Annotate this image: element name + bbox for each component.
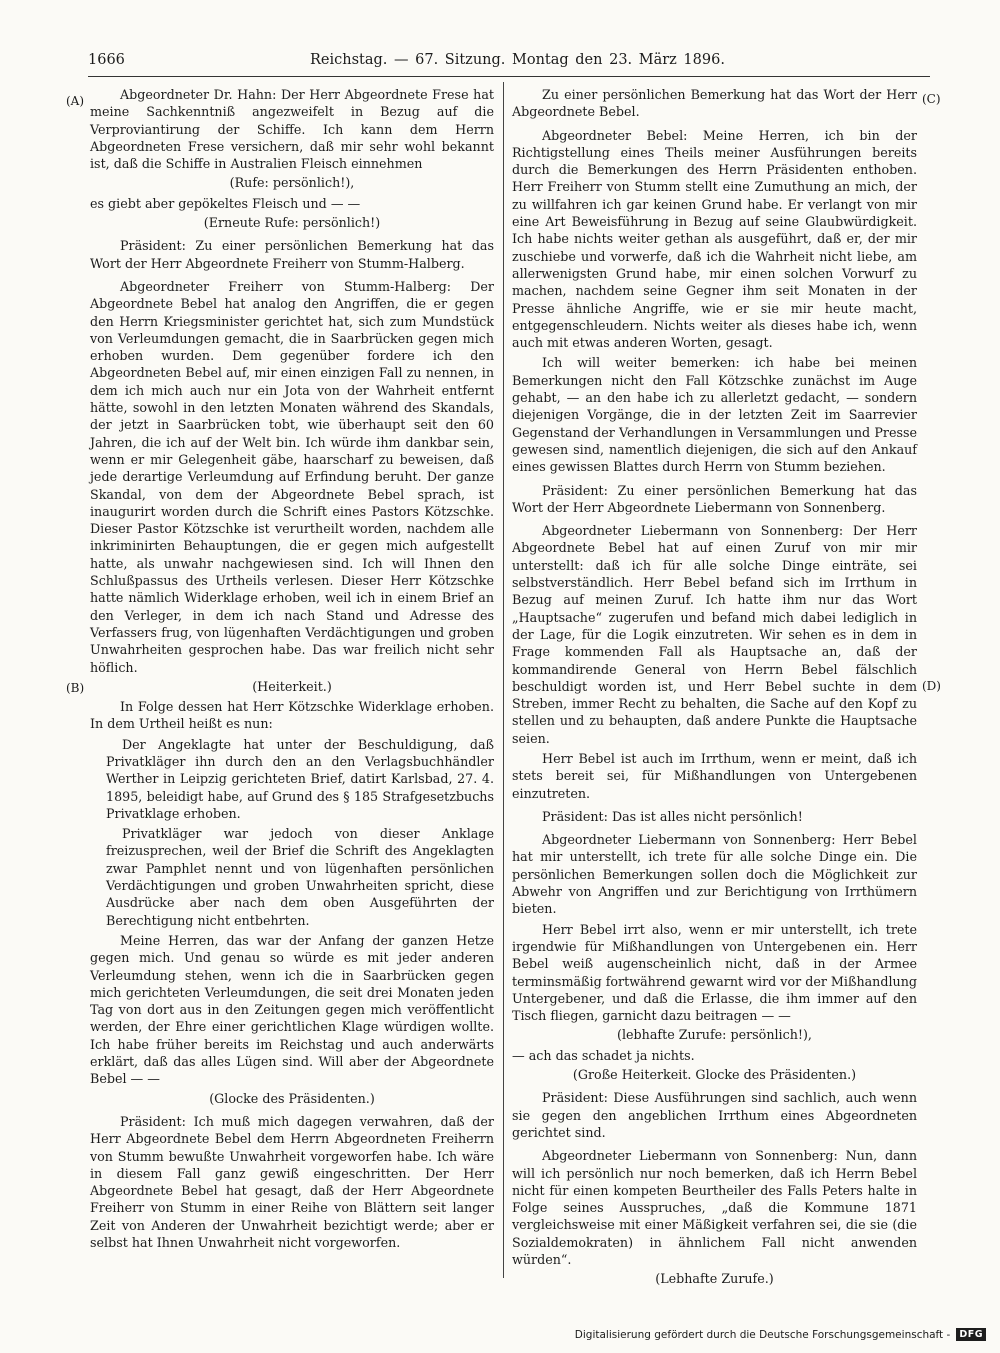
speech-liebermann-continued: Herr Bebel irrt also, wenn er mir unterstellt, ich trete irgendwie für Mißhandlungen von Untergebenen ein. Herr Bebel weiß augenscheinlich nicht, daß in der Armee terminsmäßig fortwährend gewarnt wird vor der Mißhandlung Untergebener, und daß die Erlasse, die ihm immer auf den Tisch fliegen, garnicht dazu beitragen — — — [512, 921, 917, 1024]
quoted-judgment: Privatkläger war jedoch von dieser Anklage freizusprechen, weil der Brief die Schrift des Angeklagten zwar Pamphlet nennt und von lügenhaften persönlichen Verdächtigungen und groben Unwahrheiten spricht, diese Ausdrücke aber nach dem oben Ausgeführten der Berechtigung nicht entbehrten. — [106, 826, 494, 928]
running-title: Reichstag. — 67. Sitzung. Montag den 23. März 1896. — [310, 52, 725, 68]
margin-mark-a: (A) — [66, 94, 85, 108]
speech-president: Präsident: Ich muß mich dagegen verwahren, daß der Herr Abgeordnete Bebel dem Herrn Abgeordneten Freiherrn von Stumm bewußte Unwahrheit vorgeworfen habe. Ich wäre in diesem Fall ganz gewiß eingeschritten. Der Herr Abgeordnete Bebel hat gesagt, daß der Herr Abgeordnete Freiherr von Stumm in einer Reihe von Blättern seit langer Zeit von Anderen der Unwahrheit bezichtigt werde; aber er selbst hat Ihnen Unwahrheit nicht vorgeworfen. — [90, 1113, 494, 1250]
interjection: (Rufe: persönlich!), — [229, 175, 355, 191]
speech-president: Präsident: Diese Ausführungen sind sachlich, auch wenn sie gegen den angeblichen Irrthum eines Abgeordneten gerichtet sind. — [512, 1090, 917, 1140]
speech-president-continued: Zu einer persönlichen Bemerkung hat das Wort der Herr Abgeordnete Bebel. — [512, 87, 917, 120]
dfg-logo: DFG — [956, 1328, 986, 1341]
interjection: (lebhafte Zurufe: persönlich!), — [617, 1027, 812, 1043]
speech-president: Präsident: Das ist alles nicht persönlich! — [542, 808, 803, 824]
speech-liebermann-continued: Herr Bebel ist auch im Irrthum, wenn er meint, daß ich stets bereit sei, für Mißhandlungen von Untergebenen einzutreten. — [512, 750, 917, 801]
column-divider — [503, 82, 504, 1278]
margin-mark-b: (B) — [66, 681, 85, 695]
speech-liebermann: Abgeordneter Liebermann von Sonnenberg: Der Herr Abgeordnete Bebel hat auf einen Zuruf von mir mir unterstellt: daß ich für alle solche Dinge einträte, sei selbstverständlich. Herr Bebel befand sich im Irrthum in Bezug auf meinen Zuruf. Ich hatte ihm nur das Wort „Hauptsache“ zugerufen und befand mich dabei lediglich in der Lage, für die Logik einzutreten. Wir sehen es in dem in Frage kommenden Fall als Hauptsache an, daß der kommandirende General von Herrn Bebel fälschlich beschuldigt worden ist, und Herr Bebel suchte in dem Streben, immer Recht zu behalten, die Sache auf den Kopf zu stellen und zu behaupten, daß andere Punkte die Hauptsache seien. — [512, 523, 917, 746]
header-rule — [88, 76, 930, 77]
digitization-credit — [575, 1328, 986, 1341]
speech-hahn-continued: es giebt aber gepökeltes Fleisch und — — — [90, 195, 361, 211]
page-header — [88, 50, 930, 70]
speech-stumm: Abgeordneter Freiherr von Stumm-Halberg: Der Abgeordnete Bebel hat analog den Angriffen, die er gegen den Herrn Kriegsminister gerichtet hat, sich zum Mundstück von Verleumdungen gemacht, die in Saarbrücken gegen mich erhoben wurden. Dem gegenüber fordere ich den Abgeordneten Bebel auf, mir einen einzigen Fall zu nennen, in dem ich mich auch nur ein Jota von der Wahrheit entfernt hätte, sowohl in den letzten Monaten während des Skandals, der jetzt in Saarbrücken tobt, wie überhaupt seit den 60 Jahren, die ich auf der Welt bin. Ich würde ihm dankbar sein, wenn er mir Gelegenheit gäbe, haarscharf zu beweisen, daß jede derartige Verleumdung auf Erfindung beruht. Der ganze Skandal, von dem der Abgeordnete Bebel sprach, ist inaugurirt worden durch die Schrift eines Pastors Kötzschke. Dieser Pastor Kötzschke ist verurtheilt worden, nachdem alle inkriminirten Behauptungen, die er gegen mich aufgestellt hatte, als unwahr nachgewiesen sind. Ich will Ihnen den Schlußpassus des Urtheils verlesen. Dieser Herr Kötzschke hatte nämlich Widerklage erhoben, weil ich in einem Brief an den Verleger, in dem ich nach Stand und Adresse des Verfassers frug, von lügenhaften Verdächtigungen und groben Unwahrheiten gesprochen habe. Das war freilich nicht sehr höflich. — [90, 278, 494, 675]
interjection: (Große Heiterkeit. Glocke des Präsidenten.) — [572, 1067, 857, 1083]
speech-stumm-continued: In Folge dessen hat Herr Kötzschke Widerklage erhoben. In dem Urtheil heißt es nun: — [90, 699, 494, 732]
speech-stumm-continued: Meine Herren, das war der Anfang der ganzen Hetze gegen mich. Und genau so würde es mit jeder anderen Verleumdung stehen, wenn ich die in Saarbrücken gegen mich gerichteten Verleumdungen, die seit drei Monaten jeden Tag von dort aus in den Zeitungen gegen mich veröffentlicht werden, der Ehre einer gerichtlichen Klage würdigen wollte. Ich habe früher bereits im Reichstag und auch anderwärts erklärt, daß das alles Lügen sind. Will aber der Abgeordnete Bebel — — — [90, 932, 494, 1087]
speech-liebermann: Abgeordneter Liebermann von Sonnenberg: Nun, dann will ich persönlich nur noch bemerken, daß ich Herrn Bebel nicht für einen kompeten Beurtheiler des Falls Peters halte in Folge seines Ausspruches, „daß die Kommune 1871 vergleichsweise mit einer Mäßigkeit verfahren sei, die sie (die Sozialdemokraten) in ähnlichem Fall nicht anwenden würden“. — [512, 1148, 917, 1267]
interjection: (Erneute Rufe: persönlich!) — [203, 215, 381, 231]
credit-text: Digitalisierung gefördert durch die Deutsche Forschungsgemeinschaft - — [574, 1328, 951, 1341]
right-column — [512, 86, 917, 1286]
quoted-judgment: Der Angeklagte hat unter der Beschuldigung, daß Privatkläger ihn durch den an den Verlagsbuchhändler Werther in Leipzig gerichteten Brief, datirt Karlsbad, 27. 4. 1895, beleidigt habe, auf Grund des § 185 Strafgesetzbuchs Privatklage erhoben. — [106, 736, 494, 821]
margin-mark-c: (C) — [922, 92, 941, 106]
speech-president: Präsident: Zu einer persönlichen Bemerkung hat das Wort der Herr Abgeordnete Liebermann von Sonnenberg. — [512, 482, 917, 515]
speech-hahn: Abgeordneter Dr. Hahn: Der Herr Abgeordnete Frese hat meine Sachkenntniß angezweifelt in Bezug auf die Verproviantirung der Schiffe. Ich kann dem Herrn Abgeordneten Frese versichern, daß mir sehr wohl bekannt ist, daß die Schiffe in Australien Fleisch einnehmen — [90, 87, 494, 172]
speech-bebel: Abgeordneter Bebel: Meine Herren, ich bin der Richtigstellung eines Theils meiner Ausführungen bereits durch die Bemerkungen des Herrn Präsidenten enthoben. Herr Freiherr von Stumm stellt eine Zumuthung an mich, der zu willfahren ich gar keinen Grund habe. Er verlangt von mir eine Art Beweisführung in Bezug auf seine Glaubwürdigkeit. Ich habe nichts weiter gethan als ausgeführt, daß er, der mir zuschiebe und vorwerfe, daß ich die Wahrheit nicht liebe, am allerwenigsten Grund habe, mir einen solchen Vorwurf zu machen, nachdem seine Gegner ihm seit Monaten in der Presse ähnliche Angriffe, wie er sie mir heute macht, entgegenschleudern. Nichts weiter als dieses habe ich, wenn auch mit etwas anderen Worten, gesagt. — [512, 127, 917, 351]
margin-mark-d: (D) — [922, 679, 941, 693]
speech-liebermann: Abgeordneter Liebermann von Sonnenberg: Herr Bebel hat mir unterstellt, ich trete für alle solche Dinge ein. Die persönlichen Bemerkungen sollen doch die Möglichkeit zur Abwehr von Angriffen und zur Berichtigung von Irrthümern bieten. — [512, 832, 917, 917]
speech-president: Präsident: Zu einer persönlichen Bemerkung hat das Wort der Herr Abgeordnete Freiherr von Stumm-Halberg. — [90, 238, 494, 271]
interjection: (Glocke des Präsidenten.) — [209, 1090, 375, 1106]
left-column — [90, 86, 494, 1286]
speech-bebel-continued: Ich will weiter bemerken: ich habe bei meinen Bemerkungen nicht den Fall Kötzschke zunächst im Auge gehabt, — an den habe ich zu allerletzt gedacht, — sondern diejenigen Vorgänge, die in der letzten Zeit im Saarrevier Gegenstand der Verhandlungen in Versammlungen und Presse gewesen sind, namentlich diejenigen, die sich auf den Ankauf eines gewissen Blattes durch Herrn von Stumm beziehen. — [512, 355, 917, 475]
page-number: 1666 — [88, 52, 125, 68]
interjection: (Heiterkeit.) — [252, 678, 332, 694]
interjection: (Lebhafte Zurufe.) — [655, 1271, 774, 1287]
speech-liebermann-continued: — ach das schadet ja nichts. — [512, 1047, 695, 1063]
